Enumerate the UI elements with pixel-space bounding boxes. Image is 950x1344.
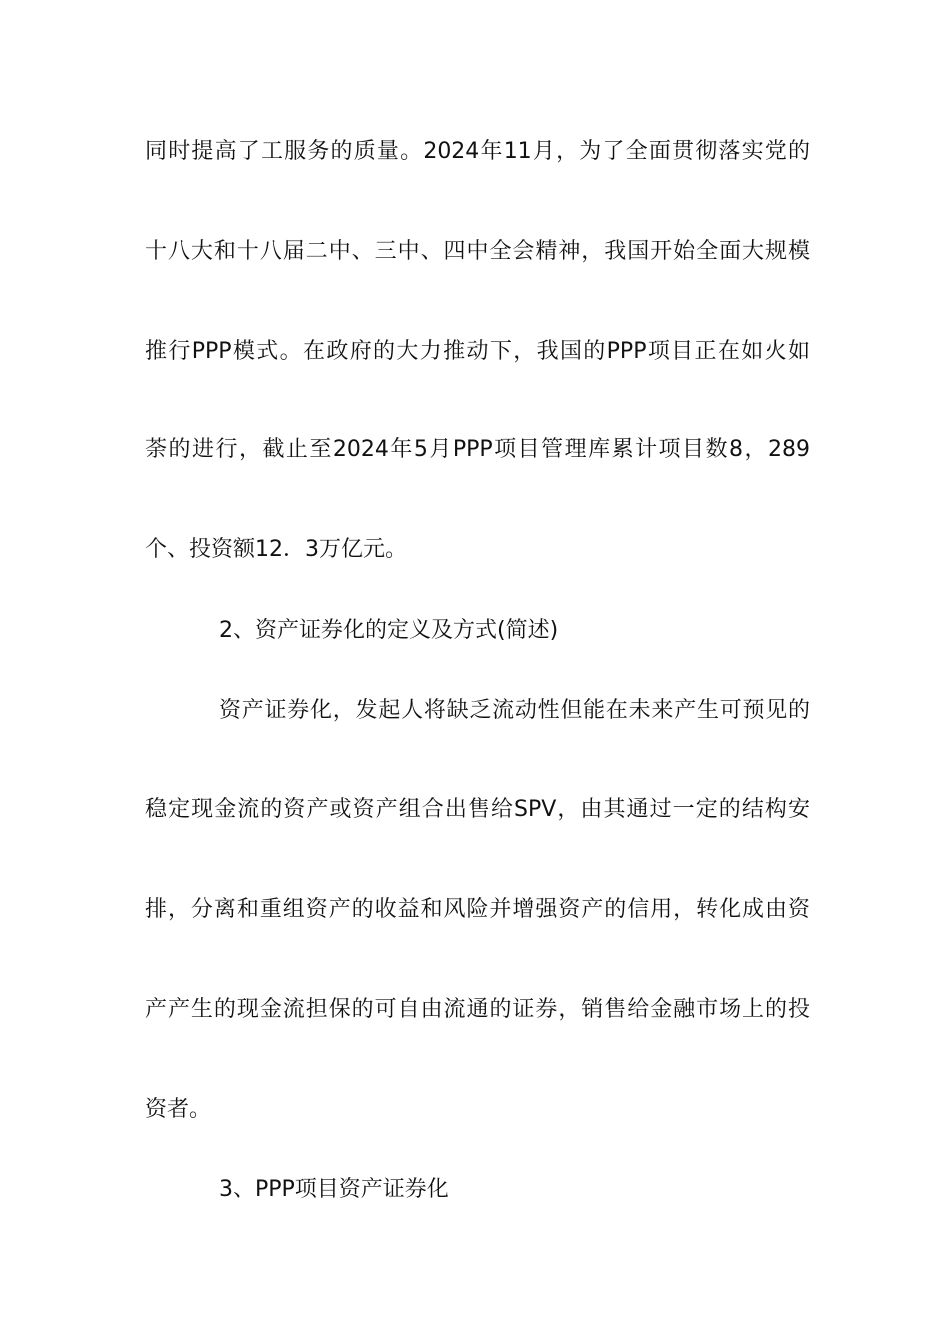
paragraph-2-line-3: 排，分离和重组资产的收益和风险并增强资产的信用，转化成由资 (145, 897, 810, 922)
paragraph-1-line-5: 个、投资额12．3万亿元。 (145, 537, 407, 562)
section-heading-3: 3、PPP项目资产证券化 (219, 1177, 449, 1202)
paragraph-1-line-3: 推行PPP模式。在政府的大力推动下，我国的PPP项目正在如火如 (145, 339, 810, 364)
section-heading-2: 2、资产证券化的定义及方式(简述) (219, 618, 559, 643)
paragraph-2-line-2: 稳定现金流的资产或资产组合出售给SPV，由其通过一定的结构安 (145, 797, 810, 822)
paragraph-2-line-5: 资者。 (145, 1097, 212, 1122)
paragraph-2-line-1: 资产证券化，发起人将缺乏流动性但能在未来产生可预见的 (219, 698, 810, 723)
paragraph-1-line-4: 荼的进行，截止至2024年5月PPP项目管理库累计项目数8，289 (145, 437, 810, 462)
paragraph-1-line-1: 同时提高了工服务的质量。2024年11月，为了全面贯彻落实党的 (145, 139, 810, 164)
paragraph-2-line-4: 产产生的现金流担保的可自由流通的证券，销售给金融市场上的投 (145, 997, 810, 1022)
paragraph-1-line-2: 十八大和十八届二中、三中、四中全会精神，我国开始全面大规模 (145, 239, 810, 264)
